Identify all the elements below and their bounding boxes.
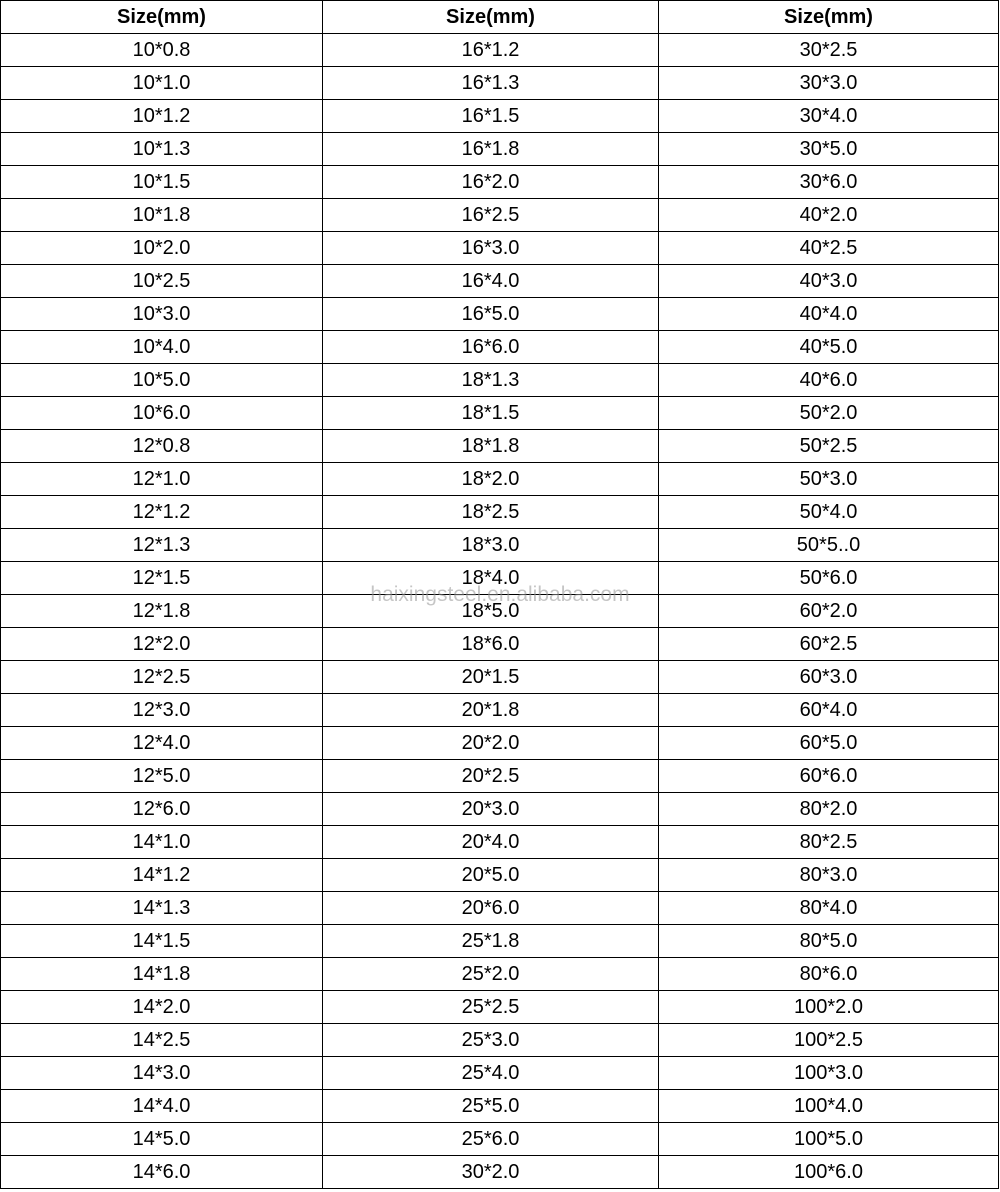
table-cell: 14*1.8	[1, 958, 323, 991]
table-cell: 25*2.0	[323, 958, 659, 991]
table-cell: 14*2.0	[1, 991, 323, 1024]
table-cell: 10*1.2	[1, 100, 323, 133]
table-cell: 20*2.5	[323, 760, 659, 793]
table-cell: 25*3.0	[323, 1024, 659, 1057]
table-cell: 60*6.0	[659, 760, 999, 793]
table-cell: 20*3.0	[323, 793, 659, 826]
table-cell: 30*4.0	[659, 100, 999, 133]
table-cell: 50*6.0	[659, 562, 999, 595]
table-cell: 12*1.2	[1, 496, 323, 529]
table-cell: 10*1.3	[1, 133, 323, 166]
table-cell: 10*5.0	[1, 364, 323, 397]
table-cell: 20*1.5	[323, 661, 659, 694]
table-cell: 60*4.0	[659, 694, 999, 727]
table-row	[1, 298, 999, 331]
table-row	[1, 232, 999, 265]
table-cell: 60*2.0	[659, 595, 999, 628]
table-cell: 18*3.0	[323, 529, 659, 562]
table-cell: 10*2.0	[1, 232, 323, 265]
table-row	[1, 166, 999, 199]
table-row	[1, 595, 999, 628]
table-cell: 14*1.5	[1, 925, 323, 958]
table-cell: 12*2.5	[1, 661, 323, 694]
table-cell: 14*1.3	[1, 892, 323, 925]
table-cell: 20*5.0	[323, 859, 659, 892]
table-cell: 30*5.0	[659, 133, 999, 166]
table-cell: 12*5.0	[1, 760, 323, 793]
table-cell: 12*1.8	[1, 595, 323, 628]
table-row	[1, 991, 999, 1024]
table-row	[1, 529, 999, 562]
table-cell: 60*3.0	[659, 661, 999, 694]
table-row	[1, 562, 999, 595]
table-cell: 16*1.2	[323, 34, 659, 67]
table-cell: 20*4.0	[323, 826, 659, 859]
table-cell: 18*4.0	[323, 562, 659, 595]
table-cell: 14*4.0	[1, 1090, 323, 1123]
table-cell: 40*6.0	[659, 364, 999, 397]
table-row	[1, 199, 999, 232]
table-cell: 12*1.5	[1, 562, 323, 595]
table-cell: 40*4.0	[659, 298, 999, 331]
table-cell: 10*1.8	[1, 199, 323, 232]
table-row	[1, 694, 999, 727]
table-cell: 14*3.0	[1, 1057, 323, 1090]
table-cell: 50*5..0	[659, 529, 999, 562]
table-cell: 16*1.5	[323, 100, 659, 133]
table-cell: 25*6.0	[323, 1123, 659, 1156]
table-cell: 16*5.0	[323, 298, 659, 331]
header-row	[1, 1, 999, 34]
table-row	[1, 331, 999, 364]
table-row	[1, 1090, 999, 1123]
table-cell: 10*0.8	[1, 34, 323, 67]
table-cell: 10*3.0	[1, 298, 323, 331]
table-cell: 14*1.2	[1, 859, 323, 892]
table-cell: 18*1.8	[323, 430, 659, 463]
table-cell: 16*6.0	[323, 331, 659, 364]
table-cell: 30*2.0	[323, 1156, 659, 1189]
table-body	[1, 34, 999, 1189]
table-row	[1, 34, 999, 67]
table-cell: 40*2.0	[659, 199, 999, 232]
table-row	[1, 133, 999, 166]
table-cell: 16*4.0	[323, 265, 659, 298]
table-cell: 12*4.0	[1, 727, 323, 760]
table-row	[1, 859, 999, 892]
table-cell: 12*1.0	[1, 463, 323, 496]
table-cell: 12*0.8	[1, 430, 323, 463]
table-cell: 20*2.0	[323, 727, 659, 760]
table-cell: 80*6.0	[659, 958, 999, 991]
table-row	[1, 661, 999, 694]
table-cell: 80*2.5	[659, 826, 999, 859]
table-row	[1, 892, 999, 925]
table-cell: 25*1.8	[323, 925, 659, 958]
table-cell: 50*4.0	[659, 496, 999, 529]
table-cell: 18*1.5	[323, 397, 659, 430]
table-cell: 18*1.3	[323, 364, 659, 397]
table-row	[1, 760, 999, 793]
table-cell: 100*2.5	[659, 1024, 999, 1057]
table-cell: 40*5.0	[659, 331, 999, 364]
table-cell: 20*6.0	[323, 892, 659, 925]
table-cell: 12*1.3	[1, 529, 323, 562]
table-cell: 10*2.5	[1, 265, 323, 298]
table-row	[1, 67, 999, 100]
table-header	[1, 1, 999, 34]
table-cell: 16*3.0	[323, 232, 659, 265]
table-cell: 100*3.0	[659, 1057, 999, 1090]
table-cell: 16*2.5	[323, 199, 659, 232]
table-row	[1, 496, 999, 529]
table-cell: 12*3.0	[1, 694, 323, 727]
table-cell: 100*2.0	[659, 991, 999, 1024]
table-cell: 18*2.0	[323, 463, 659, 496]
table-row	[1, 364, 999, 397]
column-header-size-1: Size(mm)	[1, 1, 323, 34]
table-cell: 10*4.0	[1, 331, 323, 364]
table-row	[1, 100, 999, 133]
table-row	[1, 1123, 999, 1156]
table-cell: 80*4.0	[659, 892, 999, 925]
table-cell: 18*5.0	[323, 595, 659, 628]
table-cell: 30*2.5	[659, 34, 999, 67]
table-row	[1, 925, 999, 958]
table-cell: 50*2.5	[659, 430, 999, 463]
column-header-size-3: Size(mm)	[659, 1, 999, 34]
table-row	[1, 1057, 999, 1090]
table-cell: 18*2.5	[323, 496, 659, 529]
table-row	[1, 628, 999, 661]
table-cell: 16*2.0	[323, 166, 659, 199]
table-cell: 40*2.5	[659, 232, 999, 265]
table-row	[1, 958, 999, 991]
table-cell: 100*6.0	[659, 1156, 999, 1189]
table-cell: 60*2.5	[659, 628, 999, 661]
table-cell: 40*3.0	[659, 265, 999, 298]
table-cell: 16*1.3	[323, 67, 659, 100]
table-cell: 10*1.0	[1, 67, 323, 100]
table-row	[1, 727, 999, 760]
table-cell: 18*6.0	[323, 628, 659, 661]
table-row	[1, 826, 999, 859]
watermark-text: haixingsteel.en.alibaba.com	[370, 583, 630, 606]
table-cell: 14*1.0	[1, 826, 323, 859]
table-row	[1, 265, 999, 298]
table-cell: 25*2.5	[323, 991, 659, 1024]
table-cell: 80*5.0	[659, 925, 999, 958]
table-row	[1, 1156, 999, 1189]
table-cell: 10*1.5	[1, 166, 323, 199]
table-cell: 50*3.0	[659, 463, 999, 496]
table-row	[1, 793, 999, 826]
column-header-size-2: Size(mm)	[323, 1, 659, 34]
table-cell: 25*4.0	[323, 1057, 659, 1090]
table-cell: 30*3.0	[659, 67, 999, 100]
table-cell: 14*2.5	[1, 1024, 323, 1057]
table-cell: 25*5.0	[323, 1090, 659, 1123]
table-cell: 60*5.0	[659, 727, 999, 760]
table-row	[1, 463, 999, 496]
table-cell: 16*1.8	[323, 133, 659, 166]
table-cell: 14*5.0	[1, 1123, 323, 1156]
table-row	[1, 1024, 999, 1057]
table-cell: 20*1.8	[323, 694, 659, 727]
table-cell: 14*6.0	[1, 1156, 323, 1189]
table-row	[1, 397, 999, 430]
table-cell: 100*5.0	[659, 1123, 999, 1156]
table-cell: 100*4.0	[659, 1090, 999, 1123]
table-cell: 80*3.0	[659, 859, 999, 892]
table-cell: 12*2.0	[1, 628, 323, 661]
table-row	[1, 430, 999, 463]
table-cell: 30*6.0	[659, 166, 999, 199]
table-cell: 80*2.0	[659, 793, 999, 826]
table-cell: 10*6.0	[1, 397, 323, 430]
table-cell: 12*6.0	[1, 793, 323, 826]
table-cell: 50*2.0	[659, 397, 999, 430]
